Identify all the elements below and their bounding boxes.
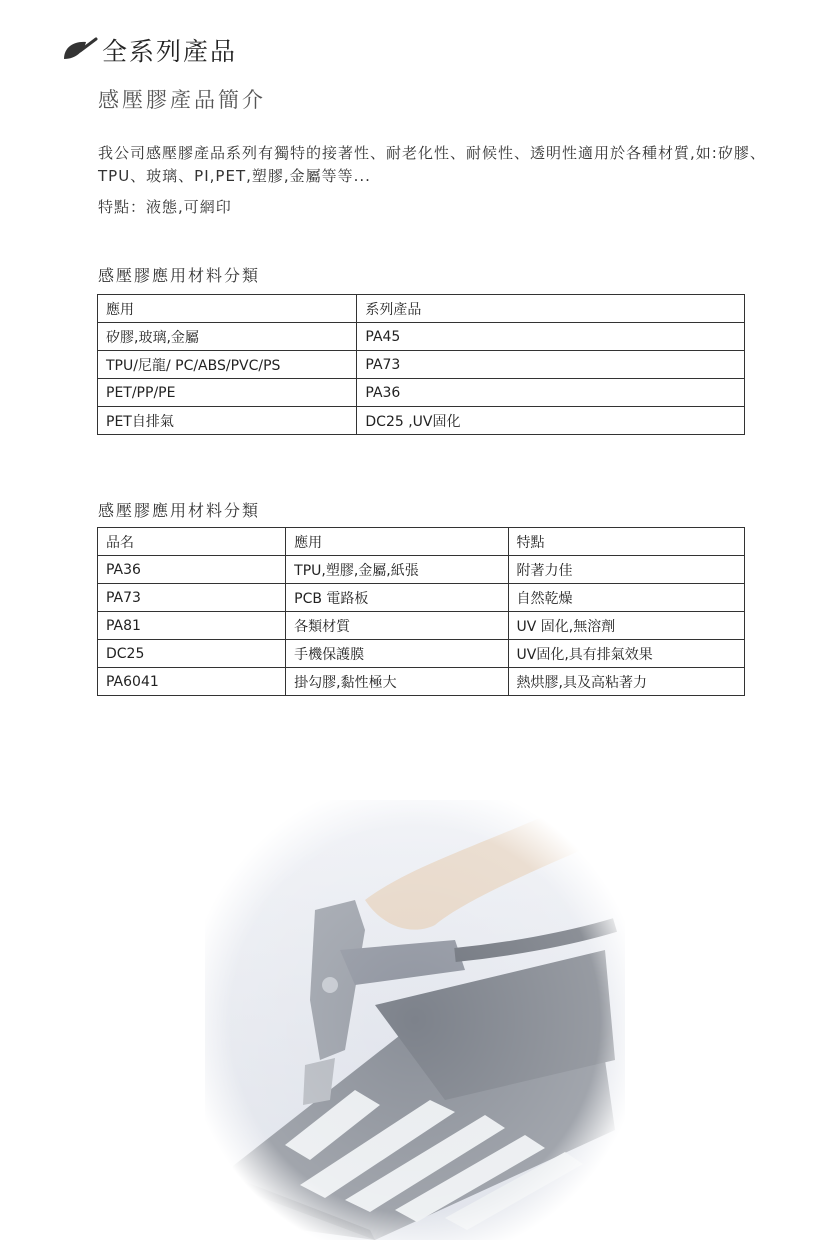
table-cell: PA81 — [98, 612, 286, 640]
table1-heading: 感壓膠應用材料分類 — [98, 266, 261, 285]
table-cell: PA45 — [357, 323, 745, 351]
table-header-cell: 應用 — [98, 295, 357, 323]
table-cell: 矽膠,玻璃,金屬 — [98, 323, 357, 351]
table-row — [98, 640, 745, 668]
glue-gun-application-photo — [205, 800, 625, 1240]
intro-paragraph: 我公司感壓膠產品系列有獨特的接著性、耐老化性、耐候性、透明性適用於各種材質,如:矽膠、TPU、玻璃、PI,PET,塑膠,金屬等等... — [98, 144, 766, 185]
product-spec-table — [97, 527, 745, 696]
features-line: 特點：液態,可網印 — [98, 198, 232, 216]
table-header-cell: 系列產品 — [357, 295, 745, 323]
table-cell: UV固化,具有排氣效果 — [508, 640, 744, 668]
table-cell: 各類材質 — [286, 612, 508, 640]
page-header — [62, 30, 237, 70]
table-row — [98, 351, 745, 379]
page-title: 全系列產品 — [102, 37, 238, 66]
table-row — [98, 323, 745, 351]
table-cell: 附著力佳 — [508, 556, 744, 584]
table-header-cell: 品名 — [98, 528, 286, 556]
table-cell: DC25 ,UV固化 — [357, 407, 745, 435]
table-cell: UV 固化,無溶劑 — [508, 612, 744, 640]
table-row — [98, 668, 745, 696]
leaf-icon — [62, 37, 98, 63]
table-cell: PA36 — [357, 379, 745, 407]
table-row — [98, 556, 745, 584]
table-header-row — [98, 295, 745, 323]
table-cell: PET/PP/PE — [98, 379, 357, 407]
material-application-table — [97, 294, 745, 435]
table-cell: TPU,塑膠,金屬,紙張 — [286, 556, 508, 584]
table-cell: 熱烘膠,具及高粘著力 — [508, 668, 744, 696]
table-cell: 自然乾燥 — [508, 584, 744, 612]
table-row — [98, 407, 745, 435]
table-cell: PA73 — [357, 351, 745, 379]
table-cell: PCB 電路板 — [286, 584, 508, 612]
table-cell: PA36 — [98, 556, 286, 584]
table-cell: TPU/尼龍/ PC/ABS/PVC/PS — [98, 351, 357, 379]
table-cell: 手機保護膜 — [286, 640, 508, 668]
table-cell: PA73 — [98, 584, 286, 612]
section-subtitle: 感壓膠產品簡介 — [98, 88, 266, 112]
table-cell: 掛勾膠,黏性極大 — [286, 668, 508, 696]
table-cell: PA6041 — [98, 668, 286, 696]
table-header-row — [98, 528, 745, 556]
table-cell: PET自排氣 — [98, 407, 357, 435]
table-row — [98, 612, 745, 640]
table-row — [98, 584, 745, 612]
table-header-cell: 特點 — [508, 528, 744, 556]
table-row — [98, 379, 745, 407]
table2-heading: 感壓膠應用材料分類 — [98, 501, 261, 520]
table-cell: DC25 — [98, 640, 286, 668]
table-header-cell: 應用 — [286, 528, 508, 556]
